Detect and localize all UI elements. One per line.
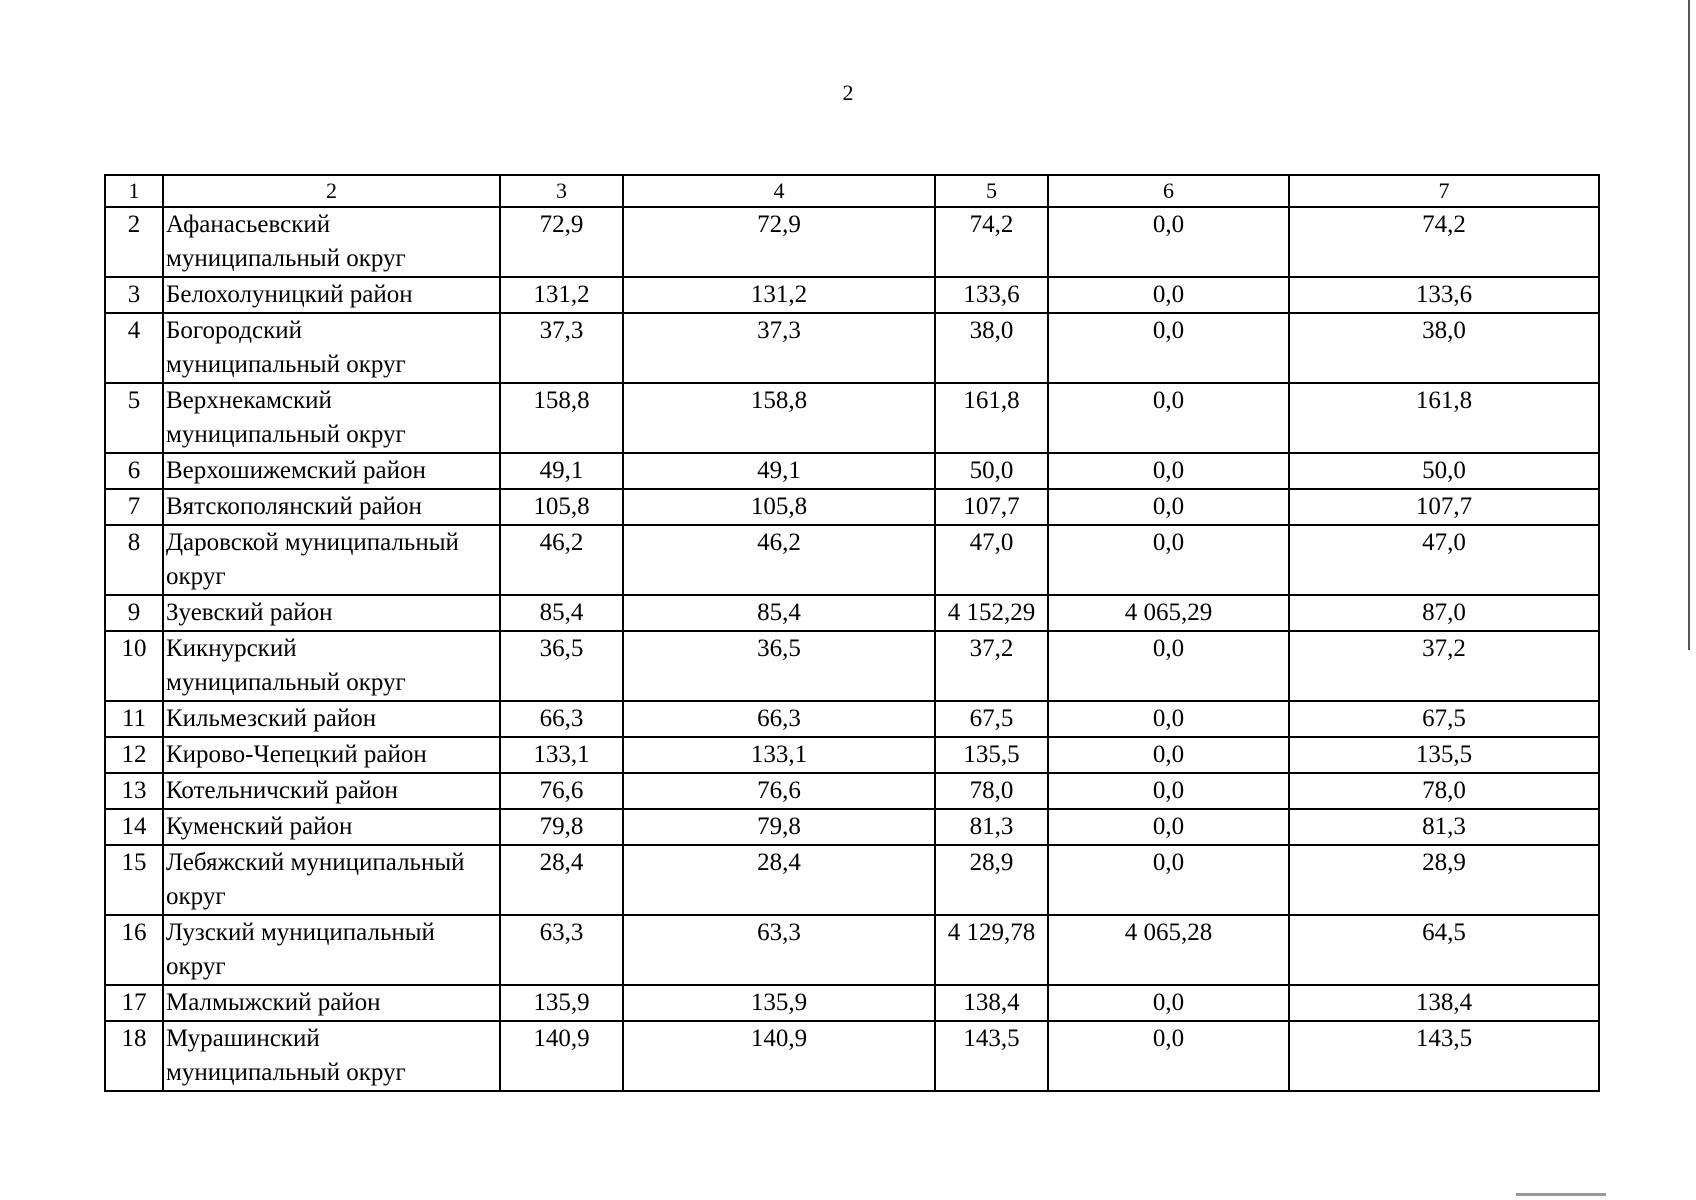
header-cell: 4 [623,175,935,207]
header-cell: 3 [500,175,623,207]
value-cell-c3: 131,2 [500,277,623,313]
value-cell-c6: 0,0 [1048,809,1289,845]
value-cell-c5: 138,4 [935,985,1048,1021]
value-cell-c7: 47,0 [1289,525,1599,595]
value-cell-c7: 133,6 [1289,277,1599,313]
district-name-line: округ [166,563,226,590]
row-number-cell: 11 [105,701,163,737]
row-number-cell: 6 [105,453,163,489]
value-cell-c4: 49,1 [623,453,935,489]
value-cell-c5: 50,0 [935,453,1048,489]
table-row [105,595,1599,631]
value-cell-c5: 67,5 [935,701,1048,737]
table-row [105,701,1599,737]
value-cell-c6: 0,0 [1048,277,1289,313]
value-cell-c6: 0,0 [1048,845,1289,915]
value-cell-c6: 0,0 [1048,383,1289,453]
value-cell-c4: 37,3 [623,313,935,383]
value-cell-c3: 79,8 [500,809,623,845]
value-cell-c5: 47,0 [935,525,1048,595]
row-number-cell: 18 [105,1021,163,1091]
value-cell-c4: 36,5 [623,631,935,701]
value-cell-c4: 63,3 [623,915,935,985]
district-name-line: Вятскополянский район [166,493,422,520]
value-cell-c7: 67,5 [1289,701,1599,737]
row-number-cell: 15 [105,845,163,915]
data-table [104,174,1600,1092]
value-cell-c5: 4 152,29 [935,595,1048,631]
district-name-cell [163,1021,500,1091]
row-number-cell: 3 [105,277,163,313]
district-name-cell [163,845,500,915]
district-name-line: Котельничский район [166,777,398,804]
value-cell-c4: 105,8 [623,489,935,525]
row-number-cell: 10 [105,631,163,701]
district-name-line: Малмыжский район [166,989,381,1016]
value-cell-c7: 138,4 [1289,985,1599,1021]
table-row [105,985,1599,1021]
value-cell-c3: 133,1 [500,737,623,773]
value-cell-c5: 78,0 [935,773,1048,809]
district-name-cell [163,985,500,1021]
table-row [105,207,1599,277]
value-cell-c6: 0,0 [1048,701,1289,737]
header-cell: 2 [163,175,500,207]
row-number-cell: 5 [105,383,163,453]
row-number-cell: 17 [105,985,163,1021]
header-cell: 1 [105,175,163,207]
value-cell-c3: 28,4 [500,845,623,915]
value-cell-c3: 158,8 [500,383,623,453]
table-row [105,631,1599,701]
row-number-cell: 13 [105,773,163,809]
value-cell-c3: 46,2 [500,525,623,595]
value-cell-c5: 74,2 [935,207,1048,277]
district-name-cell [163,453,500,489]
value-cell-c7: 50,0 [1289,453,1599,489]
district-name-cell [163,701,500,737]
district-name-cell [163,915,500,985]
district-name-line: Даровской муниципальный [166,529,459,556]
district-name-line: округ [166,883,226,910]
value-cell-c7: 78,0 [1289,773,1599,809]
value-cell-c4: 158,8 [623,383,935,453]
value-cell-c6: 0,0 [1048,737,1289,773]
value-cell-c4: 140,9 [623,1021,935,1091]
table-row [105,737,1599,773]
page-number: 2 [842,80,854,105]
district-name-line: Мурашинский [166,1025,320,1052]
value-cell-c3: 63,3 [500,915,623,985]
table-row [105,383,1599,453]
table-row [105,313,1599,383]
value-cell-c4: 79,8 [623,809,935,845]
district-name-line: Богородский [166,317,302,344]
district-name-line: Зуевский район [166,599,333,626]
district-name-cell [163,631,500,701]
value-cell-c3: 72,9 [500,207,623,277]
row-number-cell: 2 [105,207,163,277]
table-row [105,525,1599,595]
district-name-line: Верхошижемский район [166,457,426,484]
district-name-cell [163,737,500,773]
district-name-line: муниципальный округ [166,1059,406,1086]
table-row [105,453,1599,489]
district-name-line: муниципальный округ [166,421,406,448]
row-number-cell: 8 [105,525,163,595]
value-cell-c3: 135,9 [500,985,623,1021]
scan-corner-mark [1516,1193,1606,1196]
value-cell-c4: 66,3 [623,701,935,737]
value-cell-c5: 133,6 [935,277,1048,313]
district-name-cell [163,809,500,845]
district-name-cell [163,489,500,525]
scan-edge-mark [1688,0,1690,650]
header-cell: 5 [935,175,1048,207]
district-name-line: Кирово-Чепецкий район [166,741,427,768]
district-name-line: муниципальный округ [166,669,406,696]
district-name-cell [163,595,500,631]
district-name-line: Лебяжский муниципальный [166,849,465,876]
district-name-line: Афанасьевский [166,211,331,238]
value-cell-c6: 0,0 [1048,313,1289,383]
value-cell-c6: 0,0 [1048,525,1289,595]
value-cell-c3: 37,3 [500,313,623,383]
value-cell-c4: 76,6 [623,773,935,809]
value-cell-c4: 72,9 [623,207,935,277]
district-name-line: Белохолуницкий район [166,281,413,308]
value-cell-c5: 28,9 [935,845,1048,915]
value-cell-c7: 28,9 [1289,845,1599,915]
row-number-cell: 9 [105,595,163,631]
row-number-cell: 4 [105,313,163,383]
value-cell-c7: 74,2 [1289,207,1599,277]
value-cell-c4: 135,9 [623,985,935,1021]
value-cell-c5: 38,0 [935,313,1048,383]
value-cell-c4: 133,1 [623,737,935,773]
row-number-cell: 16 [105,915,163,985]
district-name-cell [163,277,500,313]
value-cell-c7: 87,0 [1289,595,1599,631]
value-cell-c5: 143,5 [935,1021,1048,1091]
table-row [105,809,1599,845]
value-cell-c6: 4 065,28 [1048,915,1289,985]
table-row [105,1021,1599,1091]
table-row [105,773,1599,809]
value-cell-c5: 81,3 [935,809,1048,845]
row-number-cell: 12 [105,737,163,773]
value-cell-c4: 46,2 [623,525,935,595]
district-name-line: Кикнурский [166,635,297,662]
value-cell-c6: 0,0 [1048,207,1289,277]
value-cell-c7: 135,5 [1289,737,1599,773]
district-name-cell [163,525,500,595]
district-name-line: муниципальный округ [166,245,406,272]
value-cell-c6: 0,0 [1048,453,1289,489]
value-cell-c3: 49,1 [500,453,623,489]
value-cell-c3: 105,8 [500,489,623,525]
district-name-line: округ [166,953,226,980]
value-cell-c7: 38,0 [1289,313,1599,383]
district-name-cell [163,383,500,453]
value-cell-c6: 4 065,29 [1048,595,1289,631]
value-cell-c7: 161,8 [1289,383,1599,453]
value-cell-c3: 66,3 [500,701,623,737]
value-cell-c6: 0,0 [1048,1021,1289,1091]
value-cell-c6: 0,0 [1048,985,1289,1021]
value-cell-c3: 36,5 [500,631,623,701]
value-cell-c7: 143,5 [1289,1021,1599,1091]
district-name-line: Куменский район [166,813,353,840]
row-number-cell: 14 [105,809,163,845]
value-cell-c7: 37,2 [1289,631,1599,701]
table-header-row [105,175,1599,207]
district-name-cell [163,313,500,383]
row-number-cell: 7 [105,489,163,525]
header-cell: 7 [1289,175,1599,207]
table-row [105,277,1599,313]
value-cell-c4: 28,4 [623,845,935,915]
district-name-line: муниципальный округ [166,351,406,378]
value-cell-c6: 0,0 [1048,773,1289,809]
value-cell-c3: 85,4 [500,595,623,631]
table-body [105,175,1599,1091]
district-name-cell [163,773,500,809]
value-cell-c5: 4 129,78 [935,915,1048,985]
value-cell-c3: 140,9 [500,1021,623,1091]
value-cell-c4: 85,4 [623,595,935,631]
value-cell-c6: 0,0 [1048,489,1289,525]
district-name-line: Лузский муниципальный [166,919,435,946]
value-cell-c3: 76,6 [500,773,623,809]
district-name-line: Кильмезский район [166,705,377,732]
header-cell: 6 [1048,175,1289,207]
value-cell-c5: 107,7 [935,489,1048,525]
value-cell-c5: 161,8 [935,383,1048,453]
value-cell-c6: 0,0 [1048,631,1289,701]
district-name-line: Верхнекамский [166,387,332,414]
district-name-cell [163,207,500,277]
table-row [105,489,1599,525]
value-cell-c4: 131,2 [623,277,935,313]
value-cell-c7: 81,3 [1289,809,1599,845]
table-row [105,915,1599,985]
value-cell-c7: 64,5 [1289,915,1599,985]
value-cell-c5: 135,5 [935,737,1048,773]
table-row [105,845,1599,915]
value-cell-c5: 37,2 [935,631,1048,701]
value-cell-c7: 107,7 [1289,489,1599,525]
